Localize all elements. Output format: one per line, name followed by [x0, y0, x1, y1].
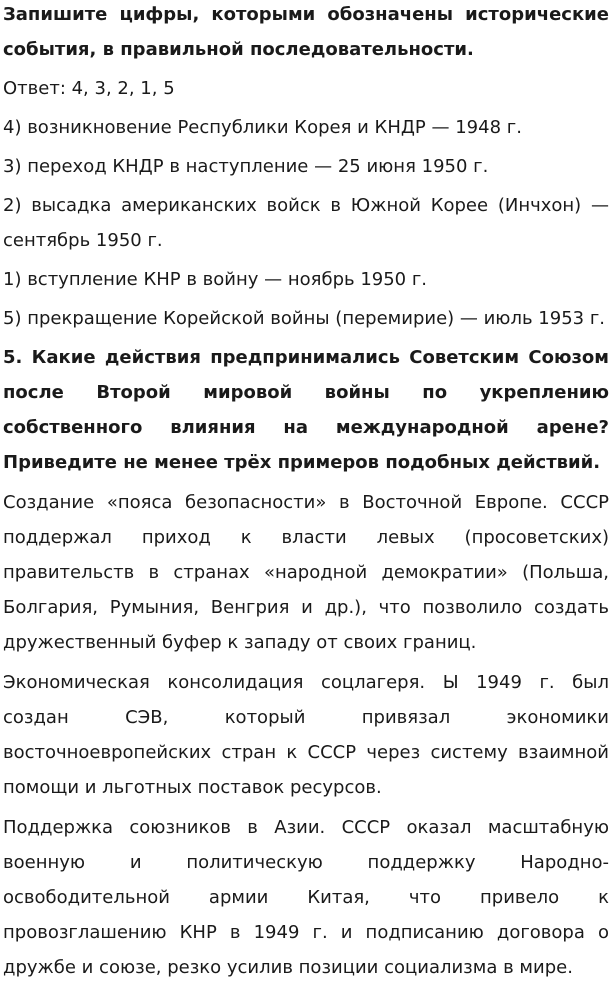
- answer-paragraph: Экономическая консолидация соцлагеря. Ы 1949 г. был создан СЭВ, который привязал экономики восточноевропейских стран к СССР через систему взаимной помощи и льготных поставок ресурсов.: [3, 672, 609, 798]
- event-item: 2) высадка американских войск в Южной Корее (Инчхон) — сентябрь 1950 г.: [3, 195, 609, 251]
- task-question: Запишите цифры, которыми обозначены исторические события, в правильной последовательности.: [3, 4, 609, 60]
- event-item: 4) возникновение Республики Корея и КНДР — 1948 г.: [3, 117, 522, 138]
- answer-paragraph: Создание «пояса безопасности» в Восточной Европе. СССР поддержал приход к власти левых (просоветских) правительств в странах «народной демократии» (Польша, Болгария, Румыния, Венгрия и др.), что позволило создать дружественный буфер к западу от своих границ.: [3, 492, 609, 653]
- task-answer: Ответ: 4, 3, 2, 1, 5: [3, 78, 175, 99]
- question-5-heading: 5. Какие действия предпринимались Советским Союзом после Второй мировой войны по укреплению собственного влияния на международной арене? Приведите не менее трёх примеров подобных действий.: [3, 347, 609, 473]
- event-item: 1) вступление КНР в войну — ноябрь 1950 г.: [3, 269, 428, 290]
- answer-paragraph: Поддержка союзников в Азии. СССР оказал масштабную военную и политическую поддержку Народно-освободительной армии Китая, что привело к провозглашению КНР в 1949 г. и подписанию договора о дружбе и союзе, резко усилив позиции социализма в мире.: [3, 817, 609, 978]
- event-item: 3) переход КНДР в наступление — 25 июня 1950 г.: [3, 156, 489, 177]
- event-item: 5) прекращение Корейской войны (перемирие) — июль 1953 г.: [3, 308, 605, 329]
